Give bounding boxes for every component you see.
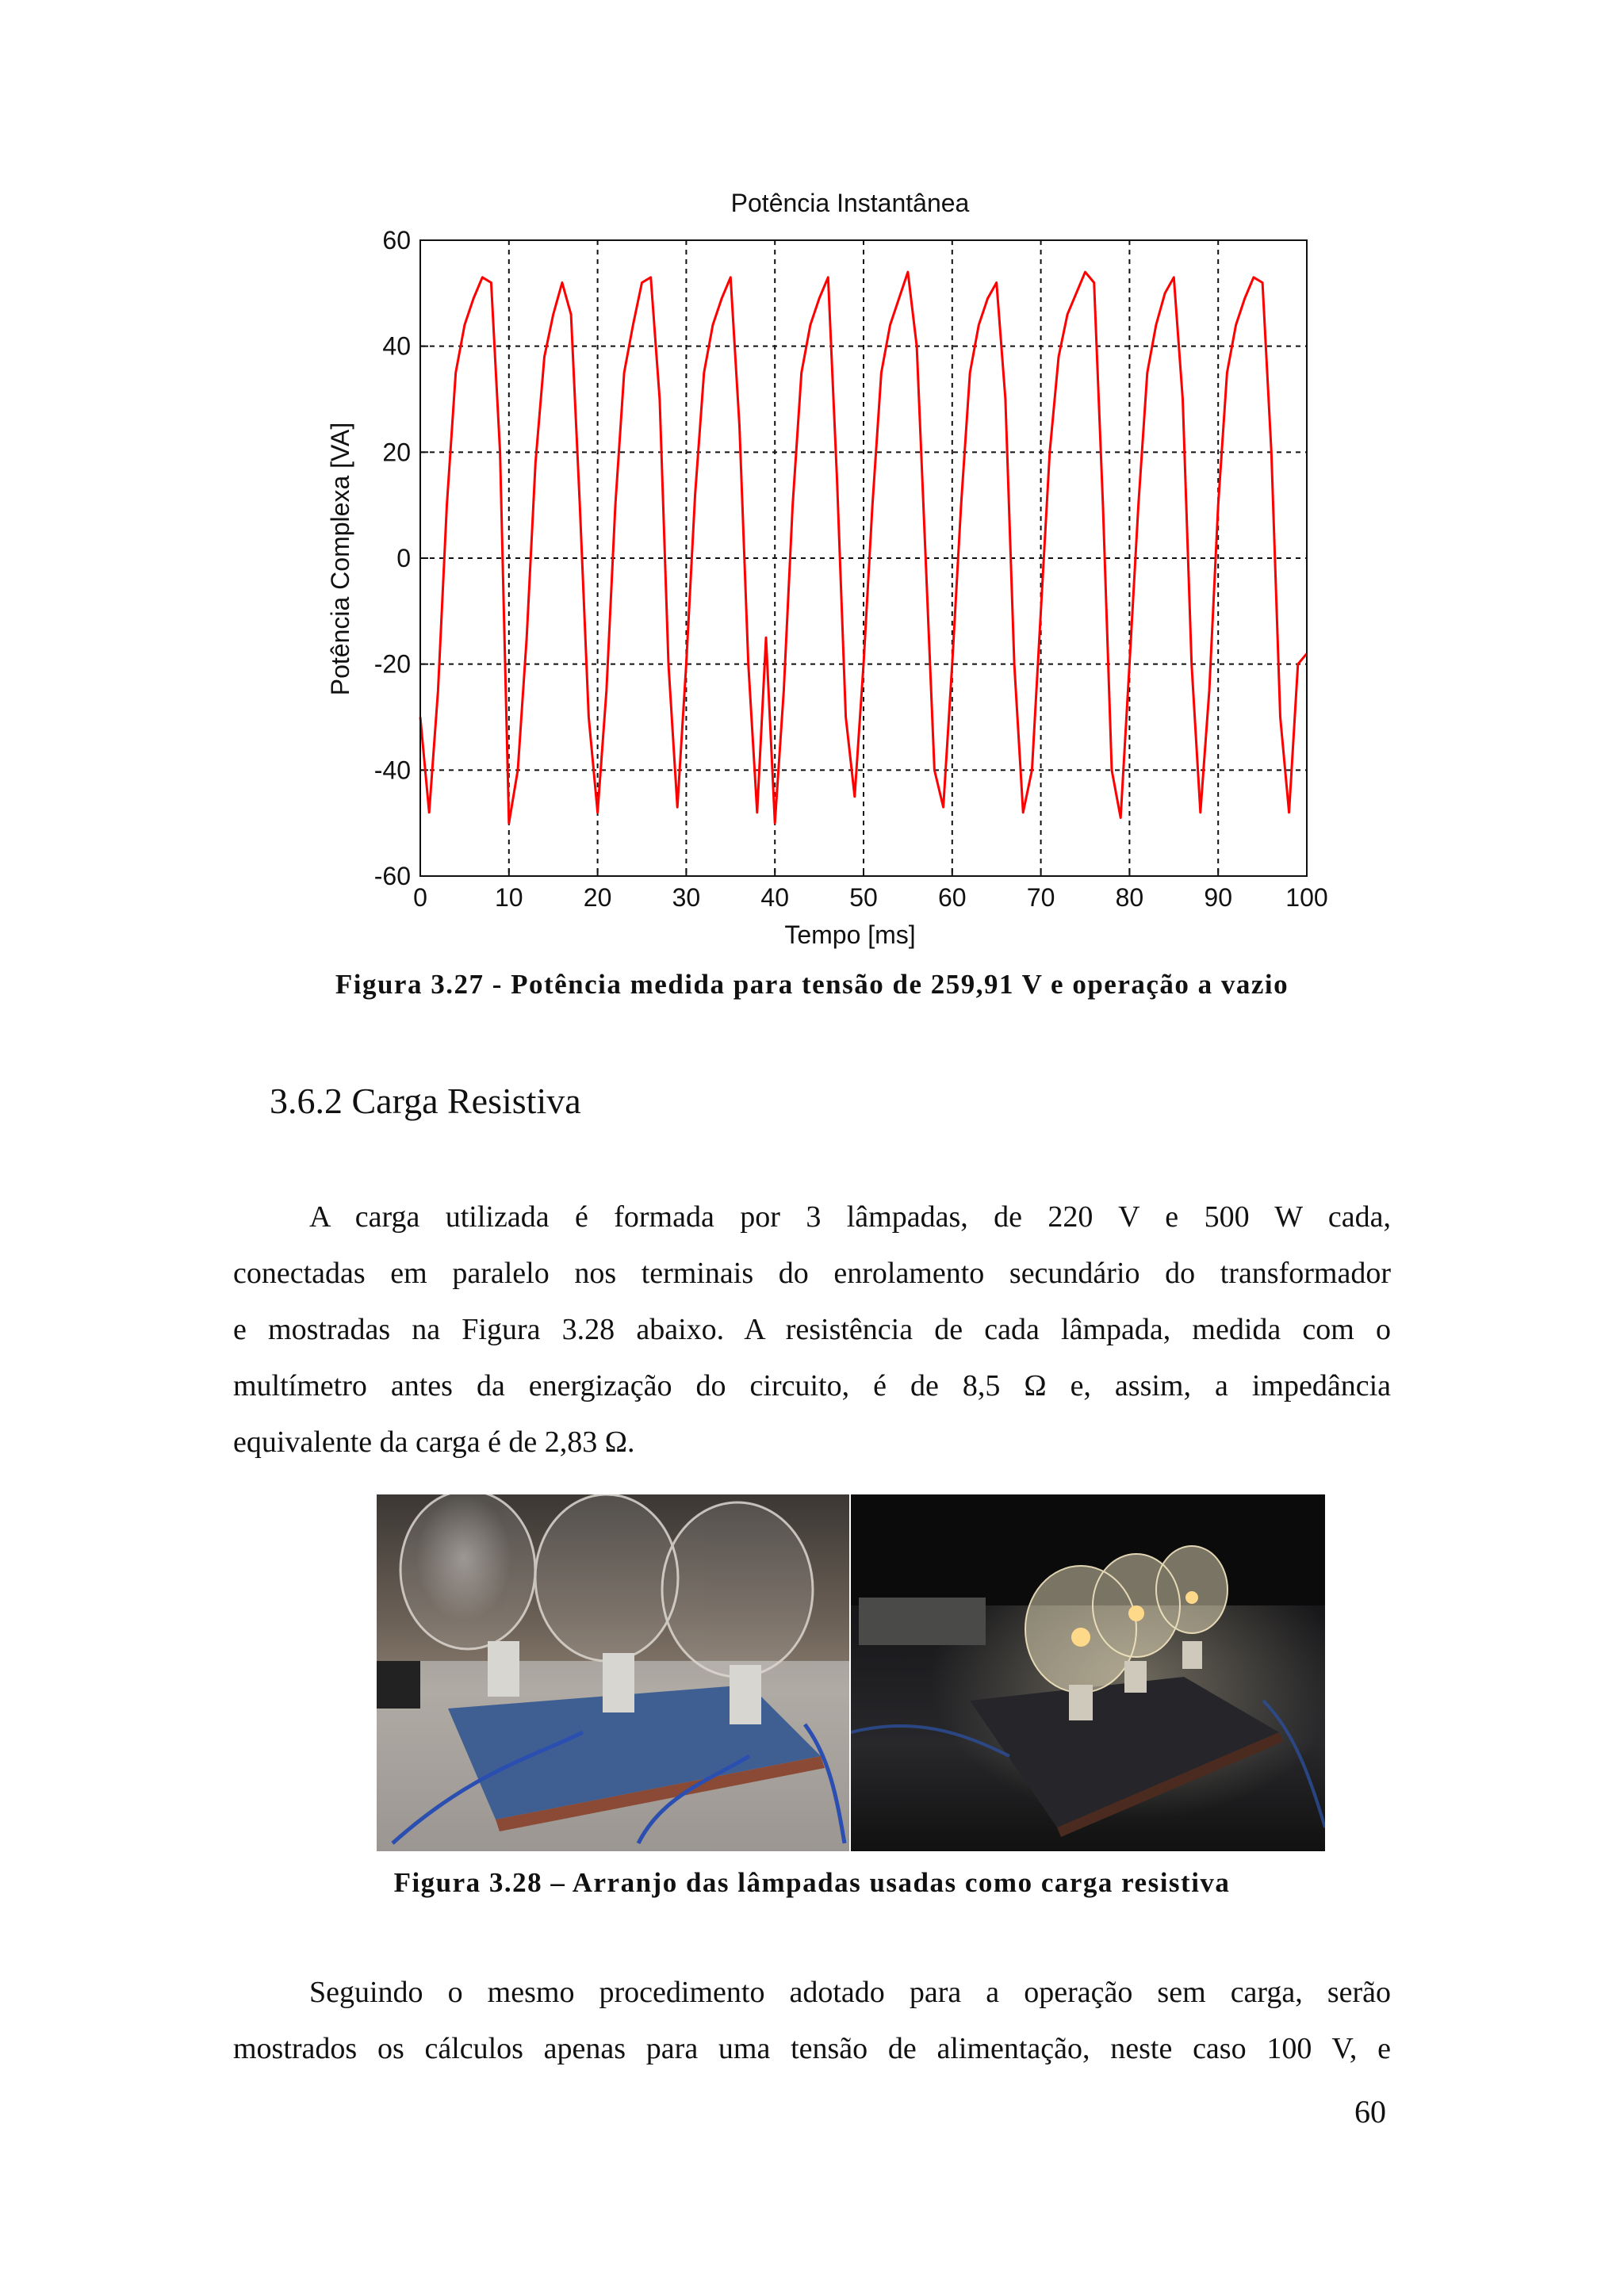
y-tick-label: 20 bbox=[382, 438, 411, 467]
lamp-photos bbox=[377, 1494, 1325, 1851]
chart-grid bbox=[420, 240, 1307, 876]
x-tick-label: 30 bbox=[672, 883, 701, 912]
paragraph-line: Seguindo o mesmo procedimento adotado para a operação sem carga, serão bbox=[309, 1976, 1391, 2009]
x-tick-label: 70 bbox=[1026, 883, 1055, 912]
chart-x-axis-label: Tempo [ms] bbox=[784, 920, 916, 949]
paragraph-line: conectadas em paralelo nos terminais do enrolamento secundário do transformador bbox=[233, 1257, 1391, 1290]
x-tick-label: 0 bbox=[413, 883, 427, 912]
paragraph-line: equivalente da carga é de 2,83 Ω. bbox=[233, 1425, 635, 1459]
x-tick-label: 100 bbox=[1285, 883, 1328, 912]
x-tick-label: 40 bbox=[760, 883, 789, 912]
figure-caption-3-28: Figura 3.28 – Arranjo das lâmpadas usadas como carga resistiva bbox=[393, 1867, 1231, 1898]
y-tick-label: 60 bbox=[382, 226, 411, 254]
paragraph-line: multímetro antes da energização do circuito, é de 8,5 Ω e, assim, a impedância bbox=[233, 1369, 1391, 1402]
section-heading: 3.6.2 Carga Resistiva bbox=[270, 1081, 581, 1121]
paragraph-line: A carga utilizada é formada por 3 lâmpadas, de 220 V e 500 W cada, bbox=[309, 1200, 1391, 1234]
paragraph-resistive-load bbox=[233, 1189, 1391, 1471]
x-tick-label: 20 bbox=[583, 883, 612, 912]
y-tick-label: -40 bbox=[373, 756, 411, 785]
x-tick-label: 50 bbox=[849, 883, 878, 912]
power-chart bbox=[317, 186, 1340, 959]
lamps-on-photo bbox=[851, 1494, 1325, 1851]
lamps-off-photo bbox=[377, 1494, 849, 1851]
paragraph-line: e mostradas na Figura 3.28 abaixo. A resistência de cada lâmpada, medida com o bbox=[233, 1313, 1391, 1346]
page-number: 60 bbox=[1354, 2094, 1386, 2130]
chart-ticks bbox=[374, 226, 1328, 912]
chart-y-axis-label: Potência Complexa [VA] bbox=[326, 422, 354, 696]
figure-caption-3-27: Figura 3.27 - Potência medida para tensão de 259,91 V e operação a vazio bbox=[335, 969, 1289, 1000]
x-tick-label: 10 bbox=[495, 883, 523, 912]
paragraph-line: mostrados os cálculos apenas para uma tensão de alimentação, neste caso 100 V, e bbox=[233, 2032, 1391, 2065]
y-tick-label: -60 bbox=[373, 862, 411, 890]
chart-title: Potência Instantânea bbox=[730, 189, 970, 217]
x-tick-label: 90 bbox=[1204, 883, 1232, 912]
power-chart-svg bbox=[317, 186, 1340, 959]
x-tick-label: 80 bbox=[1115, 883, 1144, 912]
y-tick-label: 0 bbox=[396, 544, 411, 572]
y-tick-label: 40 bbox=[382, 331, 411, 361]
y-tick-label: -20 bbox=[373, 649, 411, 679]
x-tick-label: 60 bbox=[938, 883, 967, 912]
paragraph-procedure bbox=[233, 1965, 1391, 2077]
